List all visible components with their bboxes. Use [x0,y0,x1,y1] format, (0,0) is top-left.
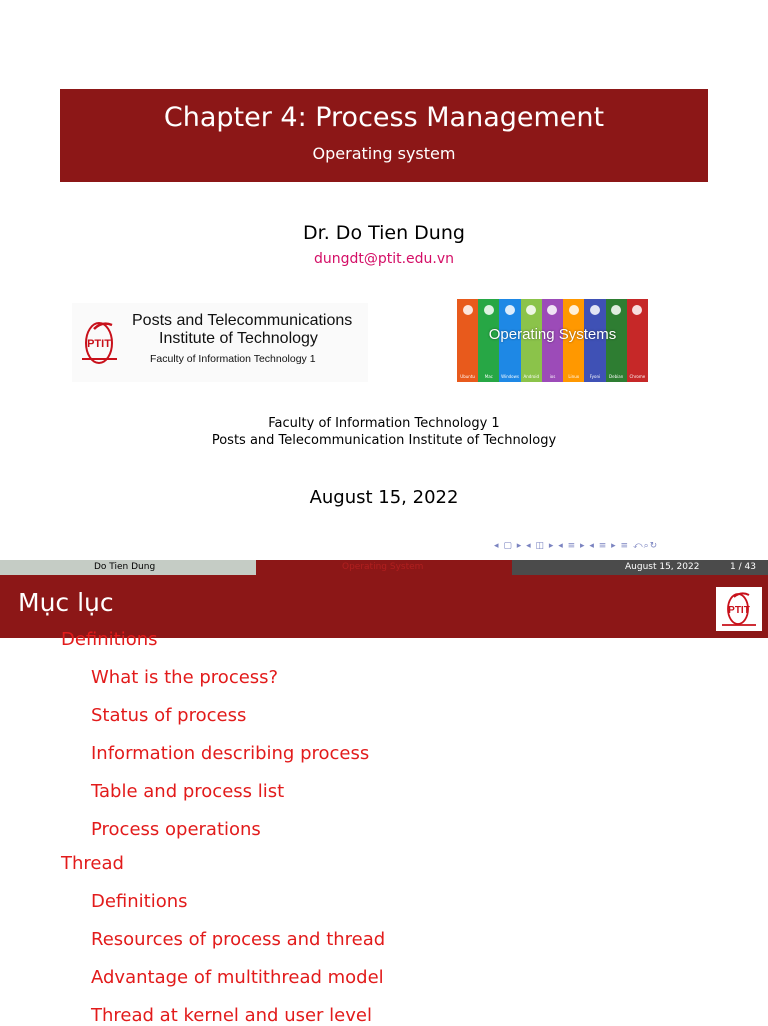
ptit-small-emblem-text: PTIT [728,605,750,616]
os-logo-icon [569,305,579,315]
institution-line1: Faculty of Information Technology 1 [268,416,500,431]
slide-title: Chapter 4: Process Management [163,102,605,133]
toc-subsection-link[interactable]: What is the process? [91,667,279,688]
toc-subsection-link[interactable]: Resources of process and thread [91,929,386,950]
ptit-logo-line3: Faculty of Information Technology 1 [150,353,316,365]
ptit-emblem-icon [72,303,132,382]
os-logo-icon [484,305,494,315]
author-email-link[interactable]: dungdt@ptit.edu.vn [313,251,455,267]
os-logo-icon [505,305,515,315]
footer-date: August 15, 2022 [625,562,700,572]
ptit-emblem-text: PTIT [87,338,111,350]
presentation-date: August 15, 2022 [309,487,459,508]
footer-date-panel [512,560,768,575]
toc-section-link[interactable]: Definitions [61,629,158,650]
toc-subsection-link[interactable]: Status of process [91,705,247,726]
os-name-label: Debian [609,374,624,379]
title-box [60,89,708,182]
footer-author: Do Tien Dung [94,562,156,572]
toc-subsection-link[interactable]: Table and process list [91,781,285,802]
ptit-small-logo [716,587,762,631]
toc-subsection-link[interactable]: Thread at kernel and user level [91,1005,372,1026]
ptit-logo-line1: Posts and Telecommunications [132,312,353,329]
slide2-title: Mục lục [18,588,114,617]
toc-subsection-link[interactable]: Definitions [91,891,188,912]
os-logo-icon [632,305,642,315]
institution-line2: Posts and Telecommunication Institute of Technology [211,433,557,448]
footer-author-panel [0,560,256,575]
os-banner-title: Operating Systems [488,326,617,343]
os-name-label: ios [549,374,556,379]
os-name-label: Linux [568,374,580,379]
footer-title-panel [256,560,512,575]
author-name: Dr. Do Tien Dung [303,222,465,244]
os-logo-icon [590,305,600,315]
toc-subsection-link[interactable]: Process operations [91,819,261,840]
ptit-small-emblem-icon [716,587,762,631]
toc-section-link[interactable]: Thread [61,853,124,874]
os-name-label: Chrome [629,374,646,379]
toc-subsection-link[interactable]: Advantage of multithread model [91,967,384,988]
beamer-navigation-icons[interactable]: ◂ ▢ ▸ ◂ ◫ ▸ ◂ ≡ ▸ ◂ ≡ ▸ ≡ ⤺⌕↻ [494,541,659,551]
os-name-label: Fyoni [589,374,601,379]
footer-page-number: 1 / 43 [730,562,756,572]
os-name-label: Mac [484,374,493,379]
slide-subtitle: Operating system [312,144,456,163]
toc-subsection-link[interactable]: Information describing process [91,743,370,764]
os-name-label: Windows [501,374,519,379]
os-logo-icon [463,305,473,315]
os-logo-icon [611,305,621,315]
os-name-label: Android [523,374,539,379]
os-name-label: Ubuntu [460,374,475,379]
os-logo-icon [547,305,557,315]
footer-title: Operating System [342,562,424,572]
ptit-logo-line2: Institute of Technology [159,330,318,347]
os-logo-icon [526,305,536,315]
